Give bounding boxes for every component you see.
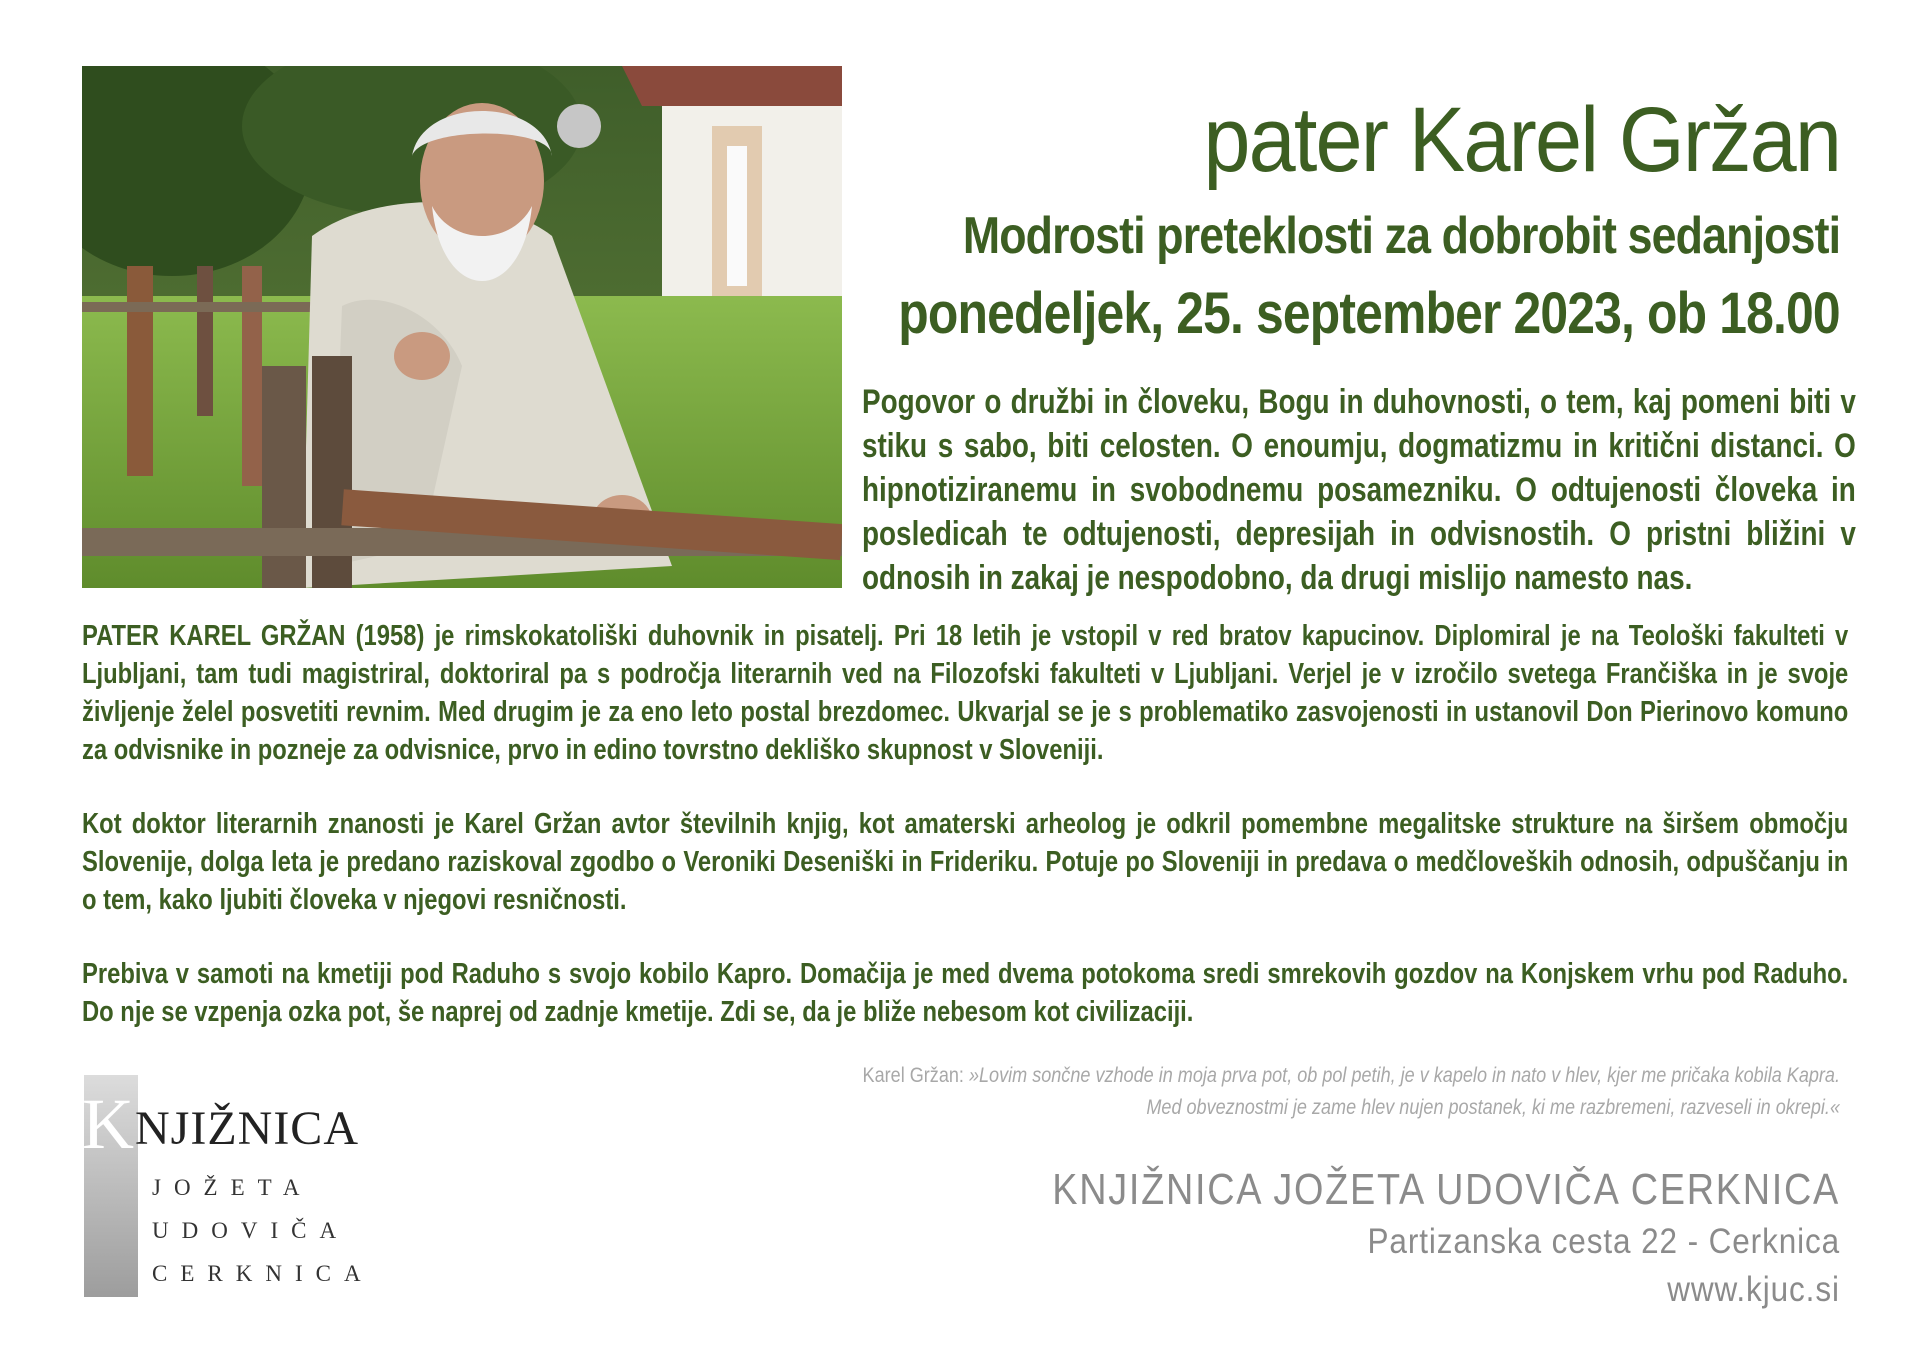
quote bbox=[636, 1060, 1840, 1124]
biography bbox=[82, 617, 1848, 1067]
quote-text-2: Med obveznostmi je zame hlev nujen postanek, ki me razbremeni, razveseli in okrepi.« bbox=[1146, 1096, 1840, 1119]
biography-paragraph: Prebiva v samoti na kmetiji pod Raduho s svojo kobilo Kapro. Domačija je med dvema potokoma sredi smrekovih gozdov na Konjskem vrhu pod Raduho. Do nje se vzpenja ozka pot, še naprej od zadnje kmetije. Zdi se, da je bliže nebesom kot civilizaciji. bbox=[82, 958, 1849, 1028]
event-date: ponedeljek, 25. september 2023, ob 18.00 bbox=[898, 281, 1840, 346]
quote-text-1: »Lovim sončne vzhode in moja prva pot, ob pol petih, je v kapelo in nato v hlev, kjer me pričaka kobila Kapra. bbox=[968, 1064, 1840, 1087]
logo-line-4: CERKNICA bbox=[152, 1261, 374, 1286]
biography-paragraph: Kot doktor literarnih znanosti je Karel Gržan avtor številnih knjig, kot amaterski arheolog je odkril pomembne megalitske strukture na širšem območju Slovenije, dolga leta je predano raziskoval zgodbo o Veroniki Deseniški in Frideriku. Potuje po Sloveniji in predava o medčloveških odnosih, odpuščanju in o tem, kako ljubiti človeka v njegovi resničnosti. bbox=[82, 808, 1849, 916]
event-subtitle: Modrosti preteklosti za dobrobit sedanjosti bbox=[962, 207, 1840, 265]
quote-author: Karel Gržan: bbox=[862, 1064, 964, 1087]
library-website[interactable]: www.kjuc.si bbox=[1667, 1270, 1840, 1309]
logo-wordmark bbox=[82, 1083, 359, 1166]
quote-line-1 bbox=[636, 1060, 1840, 1092]
speaker-photo bbox=[82, 66, 842, 588]
speaker-photo-illustration bbox=[82, 66, 842, 588]
biography-paragraph: PATER KAREL GRŽAN (1958) je rimskokatoliški duhovnik in pisatelj. Pri 18 letih je vstopil v red bratov kapucinov. Diplomiral je na Teološki fakulteti v Ljubljani, tam tudi magistriral, doktoriral pa s področja literarnih ved na Filozofski fakulteti v Ljubljani. Verjel je v izročilo svetega Frančiška in je svoje življenje želel posvetiti revnim. Med drugim je za eno leto postal brezdomec. Ukvarjal se je s problematiko zasvojenosti in ustanovil Don Pierinovo komuno za odvisnike in pozneje za odvisnice, prvo in edino tovrstno dekliško skupnost v Sloveniji. bbox=[82, 620, 1849, 766]
library-logo bbox=[82, 1075, 374, 1297]
library-name: KNJIŽNICA JOŽETA UDOVIČA CERKNICA bbox=[1052, 1165, 1840, 1214]
logo-word-rest: NJIŽNICA bbox=[135, 1102, 359, 1155]
event-description: Pogovor o družbi in človeku, Bogu in duhovnosti, o tem, kaj pomeni biti v stiku s sabo, biti celosten. O enoumju, dogmatizmu in kritični distanci. O hipnotiziranemu in svobodnemu posamezniku. O odtujenosti človeka in posledicah te odtujenosti, depresijah in odvisnostih. O pristni bližini v odnosih in zakaj je nespodobno, da drugi mislijo namesto nas. bbox=[862, 383, 1856, 597]
event-title: pater Karel Gržan bbox=[1203, 89, 1840, 191]
logo-line-3: UDOVIČA bbox=[152, 1218, 350, 1243]
library-address: Partizanska cesta 22 - Cerknica bbox=[1367, 1222, 1840, 1261]
logo-first-letter: K bbox=[82, 1084, 135, 1164]
logo-line-2: JOŽETA bbox=[152, 1175, 313, 1200]
